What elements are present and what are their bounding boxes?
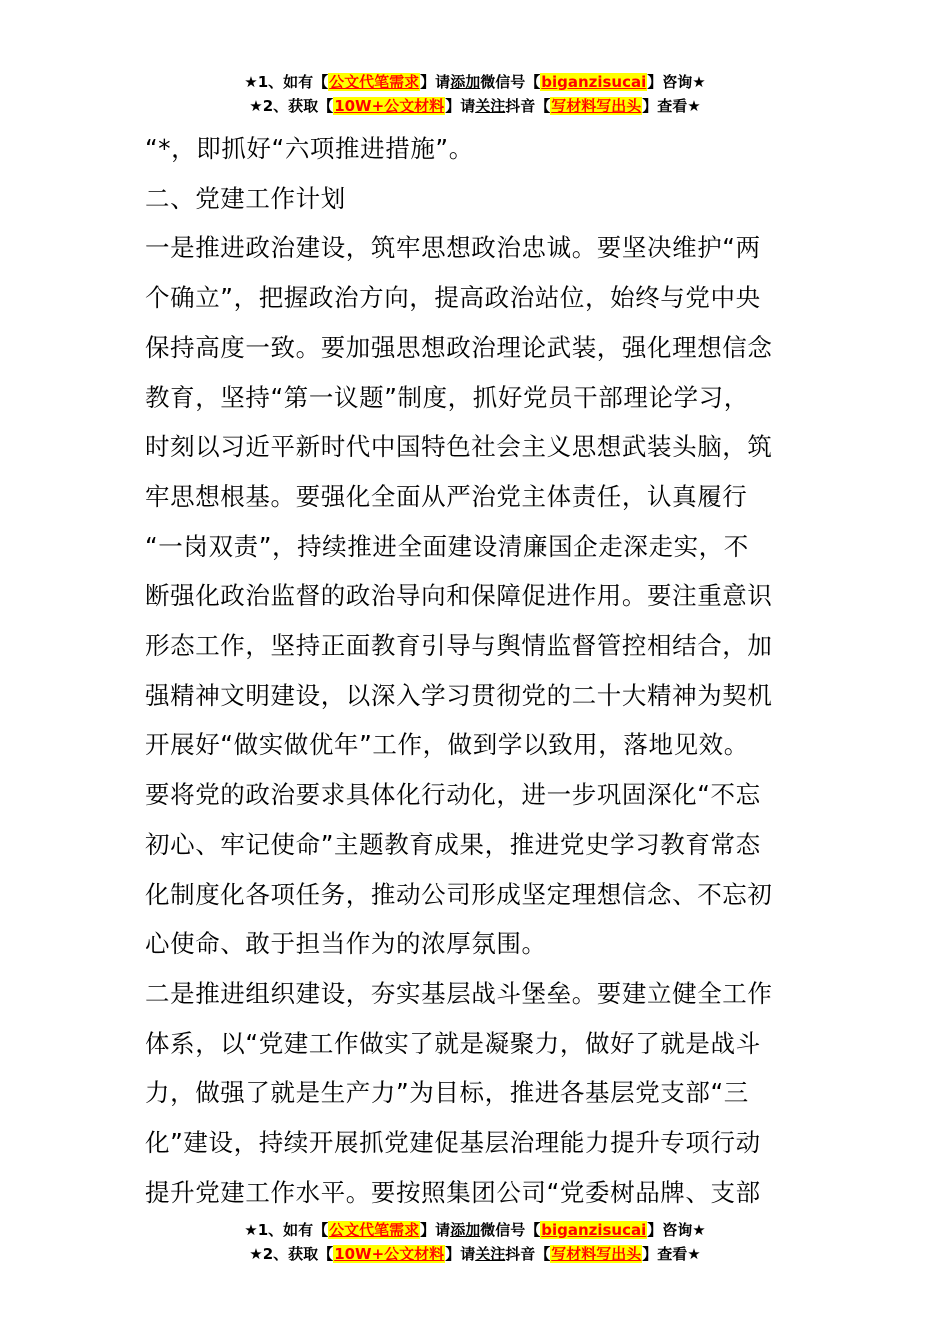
banner-underlined: 关注 — [475, 97, 506, 115]
section-heading: 二、党建工作计划 — [145, 183, 346, 213]
banner-text: 】请 — [420, 73, 451, 91]
banner-line-1 — [0, 70, 950, 94]
banner-text: 】请 — [445, 1245, 476, 1263]
text-line: 提升党建工作水平。要按照集团公司“党委树品牌、支部 — [145, 1177, 761, 1207]
text-line: 断强化政治监督的政治导向和保障促进作用。要注重意识 — [145, 581, 773, 611]
banner-underlined: 关注 — [475, 1245, 506, 1263]
highlight-douyin-account: 写材料写出头 — [551, 1245, 642, 1263]
banner-text: ★1、如有【 — [244, 1221, 329, 1239]
banner-text: 抖音【 — [505, 1245, 551, 1263]
banner-text: 抖音【 — [505, 97, 551, 115]
footer-banner — [0, 1218, 950, 1266]
text-line: 要将党的政治要求具体化行动化，进一步巩固深化“不忘 — [145, 780, 761, 810]
banner-text: 微信号【 — [480, 1221, 541, 1239]
highlight-ghostwriting: 公文代笔需求 — [329, 1221, 420, 1239]
banner-underlined: 添加 — [450, 73, 481, 91]
text-line: “*，即抓好“六项推进措施”。 — [145, 134, 474, 163]
text-line: 心使命、敢于担当作为的浓厚氛围。 — [145, 929, 547, 959]
text-line: 化”建设，持续开展抓党建促基层治理能力提升专项行动 — [145, 1128, 761, 1158]
banner-text: ★2、获取【 — [249, 97, 334, 115]
text-line: 化制度化各项任务，推动公司形成坚定理想信念、不忘初 — [145, 879, 773, 909]
highlight-douyin-account: 写材料写出头 — [551, 97, 642, 115]
text-line: “一岗双责”，持续推进全面建设清廉国企走深走实，不 — [145, 531, 749, 561]
text-line: 开展好“做实做优年”工作，做到学以致用，落地见效。 — [145, 730, 749, 760]
text-line: 形态工作，坚持正面教育引导与舆情监督管控相结合，加 — [145, 631, 773, 661]
text-line: 保持高度一致。要加强思想政治理论武装，强化理想信念 — [145, 332, 773, 362]
banner-line-1 — [0, 1218, 950, 1242]
banner-line-2 — [0, 1242, 950, 1266]
banner-underlined: 添加 — [450, 1221, 481, 1239]
highlight-wechat-id: biganzisucai — [541, 1221, 647, 1239]
text-line: 教育，坚持“第一议题”制度，抓好党员干部理论学习， — [145, 382, 749, 412]
text-line: 体系，以“党建工作做实了就是凝聚力，做好了就是战斗 — [145, 1028, 761, 1058]
banner-line-2 — [0, 94, 950, 118]
banner-text: 】请 — [445, 97, 476, 115]
highlight-wechat-id: biganzisucai — [541, 73, 647, 91]
banner-text: 】请 — [420, 1221, 451, 1239]
text-line: 时刻以习近平新时代中国特色社会主义思想武装头脑，筑 — [145, 432, 773, 462]
document-body — [145, 124, 815, 1217]
banner-text: ★2、获取【 — [249, 1245, 334, 1263]
text-line: 强精神文明建设，以深入学习贯彻党的二十大精神为契机 — [145, 680, 773, 710]
text-line: 初心、牢记使命”主题教育成果，推进党史学习教育常态 — [145, 829, 761, 859]
highlight-ghostwriting: 公文代笔需求 — [329, 73, 420, 91]
banner-text: 】查看★ — [642, 1245, 701, 1263]
banner-text: 】咨询★ — [647, 1221, 706, 1239]
header-banner — [0, 70, 950, 118]
text-line: 力，做强了就是生产力”为目标，推进各基层党支部“三 — [145, 1078, 749, 1108]
highlight-materials: 10W+公文材料 — [334, 97, 445, 115]
text-line: 牢思想根基。要强化全面从严治党主体责任，认真履行 — [145, 481, 748, 511]
text-line: 一是推进政治建设，筑牢思想政治忠诚。要坚决维护“两 — [145, 233, 761, 263]
banner-text: 微信号【 — [480, 73, 541, 91]
text-line: 二是推进组织建设，夯实基层战斗堡垒。要建立健全工作 — [145, 978, 773, 1008]
banner-text: ★1、如有【 — [244, 73, 329, 91]
banner-text: 】查看★ — [642, 97, 701, 115]
banner-text: 】咨询★ — [647, 73, 706, 91]
text-line: 个确立”，把握政治方向，提高政治站位，始终与党中央 — [145, 283, 761, 313]
highlight-materials: 10W+公文材料 — [334, 1245, 445, 1263]
